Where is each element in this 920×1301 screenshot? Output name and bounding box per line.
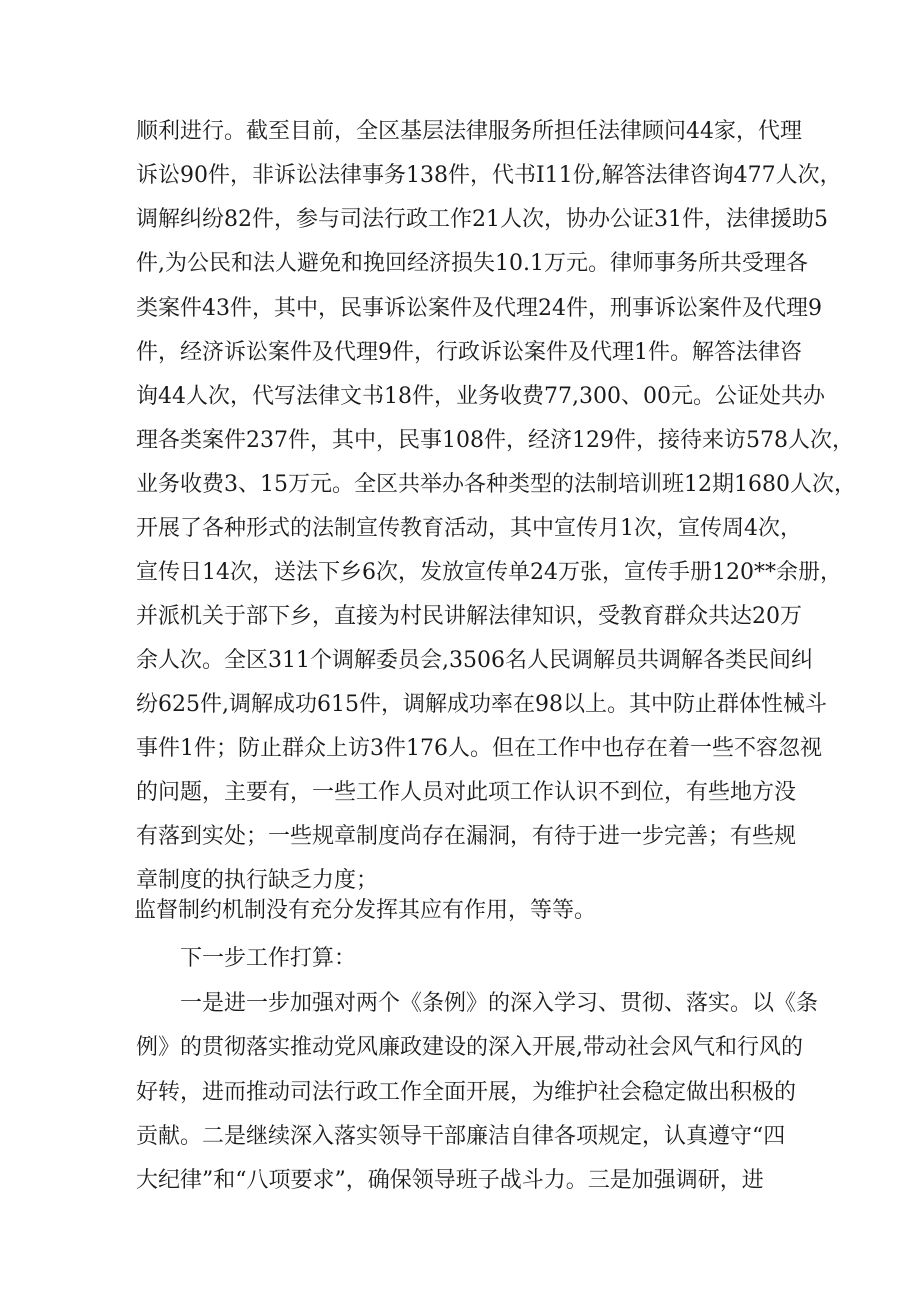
paragraph-line: 询44人次，代写法律文书18件，业务收费77,300、00元。公证处共办	[136, 384, 825, 409]
paragraph-line: 例》的贯彻落实推动党风廉政建设的深入开展,带动社会风气和行风的	[136, 1035, 803, 1060]
paragraph-line: 事件1件；防止群众上访3件176人。但在工作中也存在着一些不容忽视	[136, 736, 822, 761]
paragraph-line: 件，经济诉讼案件及代理9件，行政诉讼案件及代理1件。解答法律咨	[136, 340, 802, 365]
paragraph-line: 开展了各种形式的法制宣传教育活动，其中宣传月1次，宣传周4次，	[136, 516, 802, 541]
paragraph-line: 宣传日14次，送法下乡6次，发放宣传单24万张，宣传手册120**余册，	[136, 560, 842, 585]
paragraph-line: 并派机关于部下乡，直接为村民讲解法律知识，受教育群众共达20万	[136, 604, 802, 629]
paragraph-line: 贡献。二是继续深入落实领导干部廉洁自律各项规定，认真遵守“四	[136, 1124, 786, 1149]
paragraph-line: 业务收费3、15万元。全区共举办各种类型的法制培训班12期1680人次，	[136, 472, 856, 497]
paragraph-line: 类案件43件，其中，民事诉讼案件及代理24件，刑事诉讼案件及代理9	[136, 296, 822, 321]
paragraph-line: 有落到实处；一些规章制度尚存在漏洞，有待于进一步完善；有些规	[136, 824, 797, 849]
paragraph-line: 顺利进行。截至目前，全区基层法律服务所担任法律顾问44家，代理	[136, 119, 802, 144]
paragraph-line: 理各类案件237件，其中，民事108件，经济129件，接待来访578人次，	[136, 428, 854, 453]
section-heading: 下一步工作打算：	[180, 946, 357, 971]
paragraph-line: 章制度的执行缺乏力度；	[136, 868, 379, 893]
paragraph-line: 余人次。全区311个调解委员会,3506名人民调解员共调解各类民间纠	[136, 648, 813, 673]
paragraph-line: 诉讼90件，非诉讼法律事务138件，代书I11份,解答法律咨询477人次，	[136, 163, 842, 188]
paragraph-line: 好转，进而推动司法行政工作全面开展，为维护社会稳定做出积极的	[136, 1080, 797, 1105]
paragraph-line: 纷625件,调解成功615件，调解成功率在98以上。其中防止群体性械斗	[136, 692, 827, 717]
paragraph-line: 一是进一步加强对两个《条例》的深入学习、贯彻、落实。以《条	[180, 991, 819, 1016]
paragraph-line: 件,为公民和法人避免和挽回经济损失10.1万元。律师事务所共受理各	[136, 251, 808, 276]
paragraph-line: 的问题，主要有，一些工作人员对此项工作认识不到位，有些地方没	[136, 780, 797, 805]
paragraph-line: 调解纠纷82件，参与司法行政工作21人次，协办公证31件，法律援助5	[136, 207, 828, 232]
paragraph-line: 监督制约机制没有充分发挥其应有作用，等等。	[134, 898, 597, 923]
paragraph-line: 大纪律”和“八项要求”，确保领导班子战斗力。三是加强调研，进	[136, 1168, 764, 1193]
